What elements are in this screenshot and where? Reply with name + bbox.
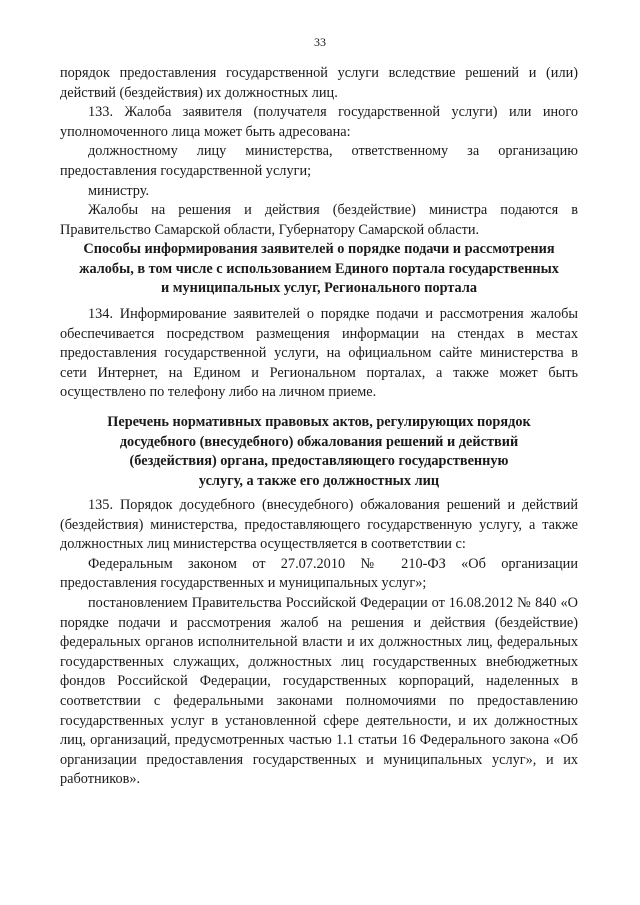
paragraph-135-federal-law: Федеральным законом от 27.07.2010 № 210-ФЗ «Об организации предоставления государственных и муниципальных услуг»; [60,555,578,592]
heading-line: Перечень нормативных правовых актов, регулирующих порядок [107,414,531,430]
heading-line: и муниципальных услуг, Регионального портала [160,280,477,297]
paragraph-133-item-minister: министру. [88,182,150,199]
paragraph-135-government-resolution: постановлением Правительства Российской Федерации от 16.08.2012 № 840 «О порядке подачи и рассмотрения жалоб на решения и действия (бездействие) федеральных органов исполнительной власти и их должностных лиц, федеральных государственных служащих, должностных лиц государственных внебюджетных фондов Российской Федерации, государственных корпораций, наделенных в соответствии с федеральными законами полномочиями по предоставлению государственных услуг в установленной сфере деятельности, и их должностных лиц, организаций, предусмотренных частью 1.1 статьи 16 Федерального закона «Об организации предоставления государственных и муниципальных услуг», и их работников». [60,594,578,788]
heading-line: (бездействия) органа, предоставляющего государственную [129,453,509,470]
heading-line: Способы информирования заявителей о порядке подачи и рассмотрения [83,241,555,257]
heading-informing-methods [60,240,578,299]
paragraph-133-complaints-minister: Жалобы на решения и действия (бездействие) министра подаются в Правительство Самарской области, Губернатору Самарской области. [60,202,578,238]
paragraph-134: 134. Информирование заявителей о порядке подачи и рассмотрения жалобы обеспечивается посредством размещения информации на стендах в местах предоставления государственной услуги, на официальном сайте министерства в сети Интернет, на Едином и Региональном порталах, а также может быть осуществлено по телефону либо на личном приеме. [60,306,578,401]
paragraph-133-item-official: должностному лицу министерства, ответственному за организацию предоставления государственной услуги; [60,143,578,179]
page-number: 33 [314,35,326,49]
paragraph-intro-continuation: порядок предоставления государственной услуги вследствие решений и (или) действий (бездействия) их должностных лиц. [60,65,578,101]
section-134 [60,305,578,403]
heading-legal-acts [60,413,578,491]
section-135 [60,496,578,790]
paragraph-133: 133. Жалоба заявителя (получателя государственной услуги) или иного уполномоченного лица может быть адресована: [60,104,578,140]
intro-section [60,64,578,240]
paragraph-135: 135. Порядок досудебного (внесудебного) обжалования решений и действий (бездействия) министерства, предоставляющего государственную услугу, а также должностных лиц министерства осуществляется в соответствии с: [60,497,578,553]
heading-line: услугу, а также его должностных лиц [198,472,440,489]
heading-line: жалобы, в том числе с использованием Единого портала государственных [79,260,559,277]
heading-line: досудебного (внесудебного) обжалования решений и действий [119,433,519,450]
